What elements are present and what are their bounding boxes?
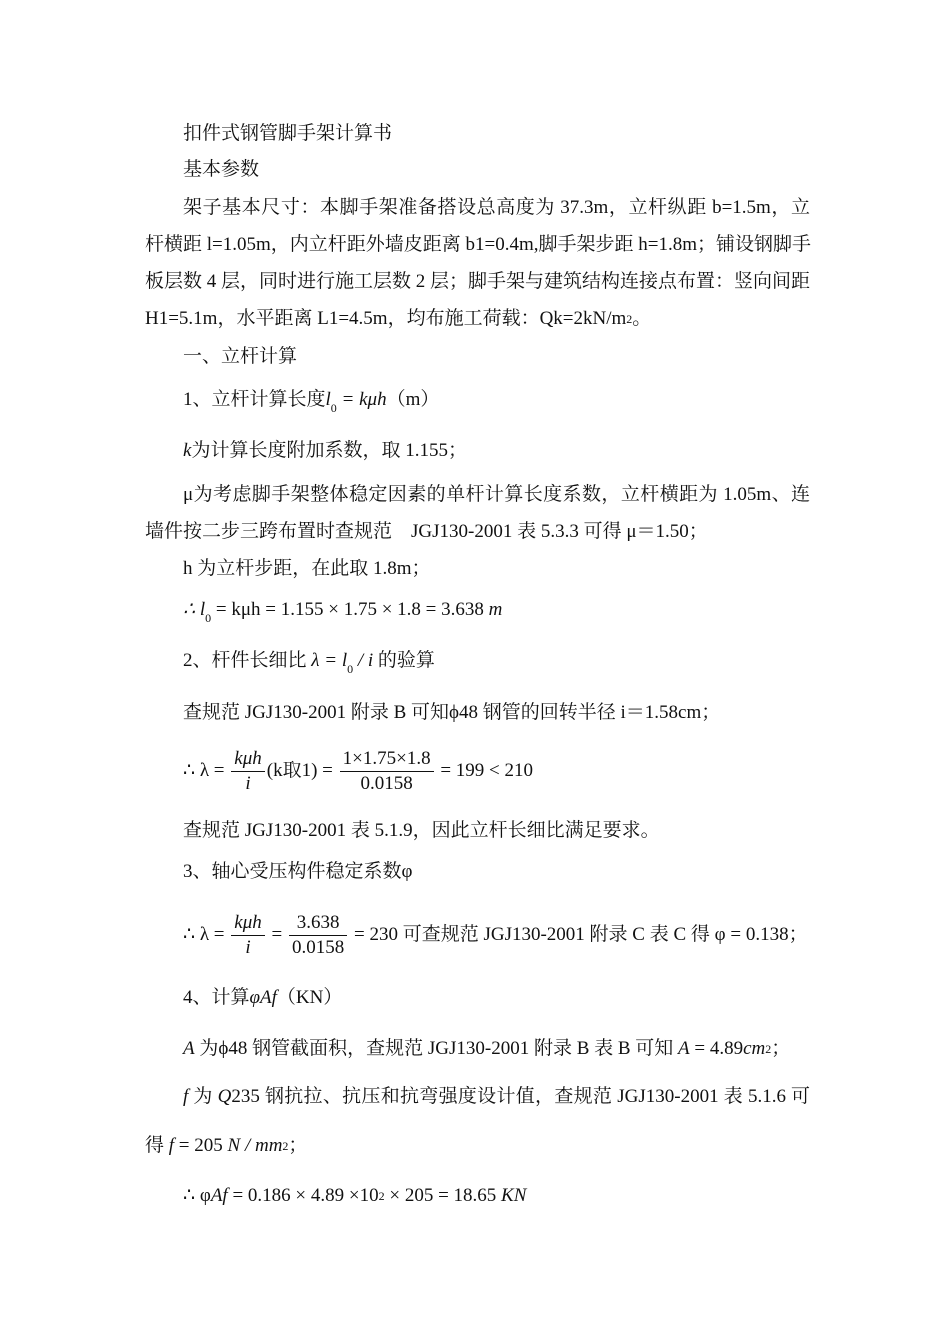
fraction-kmuh-over-i <box>231 747 264 796</box>
final-calc-af: Af <box>210 1185 228 1206</box>
radius-of-gyration-line: 查规范 JGJ130-2001 附录 B 可知ϕ48 钢管的回转半径 i＝1.58cm； <box>183 702 721 723</box>
subscript: 0 <box>205 611 212 625</box>
phi-calc-eq: = <box>266 923 287 945</box>
l0-calc-lead: ∴ l <box>183 599 206 620</box>
fraction-numerator: kμh <box>231 747 264 772</box>
superscript: 2 <box>626 312 633 326</box>
mu-paragraph-line-1: μ为考虑脚手架整体稳定因素的单杆计算长度系数，立杆横距为 1.05m、连 <box>183 484 810 505</box>
area-text: 为ϕ48 钢管截面积，查规范 JGJ130-2001 附录 B 表 B 可知 <box>194 1038 679 1059</box>
basic-params-line-4-text: H1=5.1m，水平距离 L1=4.5m，均布施工荷载：Qk=2kN/m <box>145 308 627 329</box>
subscript: 0 <box>330 401 337 415</box>
phi-calc-result: = 230 可查规范 JGJ130-2001 附录 C 表 C 得 φ = 0.138； <box>349 923 808 945</box>
k-description: 为计算长度附加系数，取 1.155； <box>191 440 467 461</box>
item-4-heading <box>183 986 810 1010</box>
h-step-line: h 为立杆步距，在此取 1.8m； <box>183 558 431 579</box>
item-2-heading <box>183 649 810 674</box>
item-2-prefix: 2、杆件长细比 <box>183 650 312 671</box>
superscript: 2 <box>378 1189 385 1203</box>
lambda-calculation <box>183 747 810 796</box>
fraction-denominator: i <box>245 773 251 794</box>
phi-calc-lead: ∴ λ = <box>183 923 230 945</box>
l0-calculation <box>183 598 810 623</box>
final-calc-lead: ∴ φ <box>183 1185 211 1206</box>
basic-params-line-1: 架子基本尺寸：本脚手架准备搭设总高度为 37.3m，立杆纵距 b=1.5m，立 <box>183 197 810 218</box>
strength-paragraph-line-1 <box>183 1085 810 1109</box>
lambda-check-line: 查规范 JGJ130-2001 表 5.1.9，因此立杆长细比满足要求。 <box>183 820 660 841</box>
item-4-unit: （KN） <box>276 987 343 1008</box>
final-calc-body: = 0.186 × 4.89 ×10 <box>227 1185 379 1206</box>
superscript: 2 <box>282 1139 289 1153</box>
area-unit: cm <box>743 1038 766 1059</box>
fraction-denominator: 0.0158 <box>291 937 345 958</box>
strength-unit: N / mm <box>227 1135 283 1156</box>
strength-value: = 205 <box>174 1135 228 1156</box>
k-coefficient-line <box>183 439 810 463</box>
item-1-heading <box>183 388 810 413</box>
final-calculation <box>183 1184 810 1209</box>
q-symbol: Q <box>217 1086 232 1107</box>
area-value: = 4.89 <box>689 1038 744 1059</box>
k-symbol: k <box>183 440 192 461</box>
area-symbol: A <box>678 1038 690 1059</box>
item-4-formula: φAf <box>249 987 277 1008</box>
lambda-formula-a: λ = l <box>311 650 348 671</box>
area-symbol: A <box>183 1038 195 1059</box>
item-4-prefix: 4、计算 <box>183 987 250 1008</box>
basic-params-line-3: 板层数 4 层，同时进行施工层数 2 层；脚手架与建筑结构连接点布置：竖向间距 <box>145 271 811 292</box>
item-1-prefix: 1、立杆计算长度 <box>183 389 326 410</box>
formula-l: l <box>325 389 331 410</box>
fraction-denominator: 0.0158 <box>360 773 413 794</box>
item-3-heading: 3、轴心受压构件稳定系数φ <box>183 861 413 882</box>
strength-paragraph-line-2 <box>145 1134 810 1159</box>
final-calc-unit: KN <box>501 1185 527 1206</box>
basic-params-heading: 基本参数 <box>183 159 260 180</box>
lambda-calc-result: = 199 < 210 <box>435 759 534 781</box>
item-1-unit: （m） <box>386 389 440 410</box>
mu-paragraph-line-2: 墙件按二步三跨布置时查规范 JGJ130-2001 表 5.3.3 可得 μ＝1.50； <box>145 521 708 542</box>
basic-params-line-4-end: 。 <box>632 308 652 329</box>
fraction-numerator: 3.638 <box>289 911 347 936</box>
basic-params-line-4 <box>145 307 810 332</box>
subscript: 0 <box>347 662 354 676</box>
l0-calc-body: = kμh = 1.155 × 1.75 × 1.8 = 3.638 <box>211 599 489 620</box>
basic-params-line-2: 杆横距 l=1.05m，内立杆距外墙皮距离 b1=0.4m,脚手架步距 h=1.8m；铺设钢脚手 <box>145 234 812 255</box>
formula-k-mu-h: = kμh <box>336 389 387 410</box>
fraction-numerator: kμh <box>231 911 264 936</box>
area-line <box>183 1037 810 1062</box>
strength-text-c: 得 <box>145 1135 169 1156</box>
f-symbol: f <box>183 1086 189 1107</box>
strength-text-b: 235 钢抗拉、抗压和抗弯强度设计值，查规范 JGJ130-2001 表 5.1.6 可 <box>231 1086 810 1107</box>
area-end: ； <box>771 1038 791 1059</box>
fraction-kmuh-over-i <box>231 911 264 960</box>
fraction-values <box>340 747 434 796</box>
f-symbol: f <box>168 1135 175 1156</box>
item-2-suffix: 的验算 <box>373 650 435 671</box>
lambda-formula-b: / i <box>353 650 374 671</box>
section-1-heading: 一、立杆计算 <box>183 346 298 367</box>
phi-calculation <box>183 911 810 960</box>
fraction-numerator: 1×1.75×1.8 <box>340 747 434 772</box>
l0-calc-unit: m <box>488 599 503 620</box>
strength-text-a: 为 <box>188 1086 218 1107</box>
final-calc-result: × 205 = 18.65 <box>384 1185 502 1206</box>
fraction-denominator: i <box>245 937 251 958</box>
lambda-calc-mid: (k取1) = <box>266 759 338 781</box>
fraction-values <box>289 911 347 960</box>
document-title: 扣件式钢管脚手架计算书 <box>183 123 393 144</box>
strength-end: ； <box>288 1135 308 1156</box>
superscript: 2 <box>765 1042 772 1056</box>
lambda-calc-lead: ∴ λ = <box>183 759 230 781</box>
